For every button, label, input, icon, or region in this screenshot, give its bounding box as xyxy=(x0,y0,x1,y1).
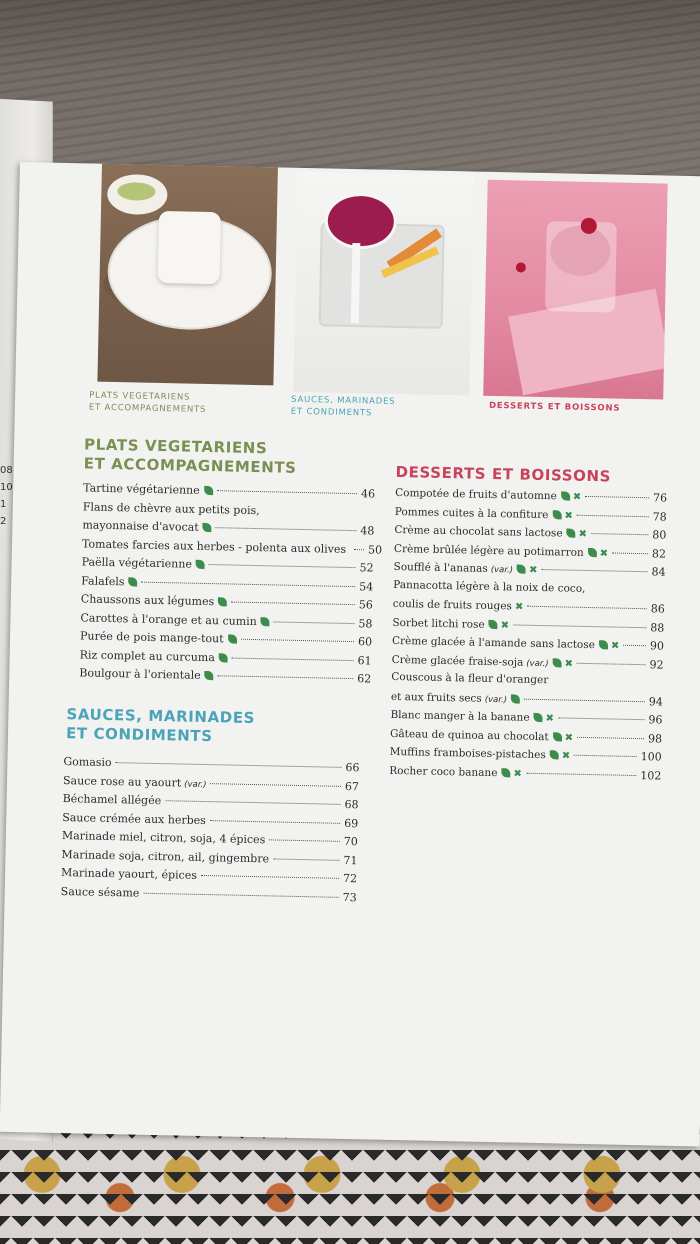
dot-leader xyxy=(232,657,354,661)
dot-leader xyxy=(591,533,648,535)
dot-leader xyxy=(273,858,339,860)
recipe-name: Blanc manger à la banane xyxy=(390,708,530,724)
dot-leader xyxy=(354,549,364,550)
page-number: 73 xyxy=(342,890,357,904)
sauces-recipe-list xyxy=(60,755,359,909)
recipe-name: Sauce rose au yaourt xyxy=(62,773,182,790)
page-number: 46 xyxy=(360,487,376,501)
dot-leader xyxy=(577,736,644,738)
cutlery-icon: ✖ xyxy=(564,732,574,744)
dot-leader xyxy=(143,892,338,897)
recipe-name: Crème brûlée légère au potimarron xyxy=(393,542,584,559)
book-page xyxy=(0,162,700,1146)
recipe-name: Purée de pois mange-tout xyxy=(79,629,224,646)
section-title-vegetarian: PLATS VEGETARIENS ET ACCOMPAGNEMENTS xyxy=(83,435,297,477)
page-number: 96 xyxy=(648,713,663,727)
variant-note: (var.) xyxy=(184,779,207,790)
page-number: 72 xyxy=(342,871,358,886)
page-number: 58 xyxy=(358,616,373,630)
page-number: 56 xyxy=(358,598,373,612)
vegetarian-leaf-icon xyxy=(588,547,597,556)
recipe-name: Pannacotta légère à la noix de coco, xyxy=(393,578,586,595)
cutlery-icon: ✖ xyxy=(572,491,582,503)
page-number: 71 xyxy=(343,853,358,867)
page-number: 80 xyxy=(652,528,667,542)
dot-leader xyxy=(165,800,340,805)
variant-note: (var.) xyxy=(526,658,549,669)
recipe-name: Marinade soja, citron, ail, gingembre xyxy=(61,847,270,865)
vegetarian-leaf-icon xyxy=(550,750,559,759)
vegetarian-recipe-list xyxy=(79,481,383,691)
recipe-name: et aux fruits secs xyxy=(390,690,482,705)
page-number: 52 xyxy=(359,561,374,575)
recipe-name: Sauce crémée aux herbes xyxy=(62,810,207,827)
vegetarian-leaf-icon xyxy=(227,634,236,643)
page-number: 54 xyxy=(359,579,374,593)
dot-leader xyxy=(612,552,648,554)
recipe-name: Gâteau de quinoa au chocolat xyxy=(389,727,549,743)
page-number: 70 xyxy=(343,834,358,849)
photo-desserts xyxy=(483,180,667,400)
caption-desserts: DESSERTS ET BOISSONS xyxy=(488,400,621,414)
recipe-name: Marinade miel, citron, soja, 4 épices xyxy=(61,829,266,847)
cutlery-icon: ✖ xyxy=(564,509,573,522)
dot-leader xyxy=(217,490,357,494)
cutlery-icon: ✖ xyxy=(513,767,522,780)
cutlery-icon: ✖ xyxy=(578,528,588,540)
dot-leader xyxy=(211,783,342,787)
vegetarian-leaf-icon xyxy=(552,510,561,519)
page-number: 60 xyxy=(357,635,373,649)
dot-leader xyxy=(216,527,357,531)
variant-note: (var.) xyxy=(490,564,514,576)
page-number: 84 xyxy=(651,565,666,579)
cutlery-icon: ✖ xyxy=(528,564,538,576)
vegetarian-leaf-icon xyxy=(561,491,570,500)
page-number: 90 xyxy=(649,639,665,653)
page-number: 62 xyxy=(357,672,372,686)
vegetarian-leaf-icon xyxy=(261,617,270,626)
page-number: 88 xyxy=(650,620,665,635)
page-number: 66 xyxy=(345,760,360,775)
section-title-desserts: DESSERTS ET BOISSONS xyxy=(395,462,612,486)
page-number: 98 xyxy=(647,731,663,746)
dot-leader xyxy=(558,717,644,720)
recipe-name: Pommes cuites à la confiture xyxy=(394,505,549,521)
page-number: 102 xyxy=(640,768,662,783)
recipe-name: Compotée de fruits d'automne xyxy=(395,486,557,503)
vegetarian-leaf-icon xyxy=(517,565,526,574)
recipe-name: Muffins framboises-pistaches xyxy=(389,745,546,762)
caption-sauces-line1: SAUCES, MARINADES xyxy=(290,394,396,407)
variant-note: (var.) xyxy=(484,694,508,705)
vegetarian-leaf-icon xyxy=(218,597,227,606)
dot-leader xyxy=(201,875,339,879)
dot-leader xyxy=(209,564,356,568)
dot-leader xyxy=(513,624,646,628)
dot-leader xyxy=(210,820,340,824)
vegetarian-leaf-icon xyxy=(489,619,498,628)
page-number: 82 xyxy=(651,546,667,561)
vegetarian-leaf-icon xyxy=(205,671,214,680)
recipe-name: Béchamel allégée xyxy=(62,792,162,808)
recipe-name: Tartine végétarienne xyxy=(83,481,200,497)
dot-leader xyxy=(585,496,649,498)
dot-leader xyxy=(526,772,636,775)
recipe-name: Rocher coco banane xyxy=(389,764,498,779)
dot-leader xyxy=(218,675,354,679)
recipe-name: Paëlla végétarienne xyxy=(81,555,193,571)
recipe-name: Crème glacée à l'amande sans lactose xyxy=(391,634,596,652)
dot-leader xyxy=(524,698,645,702)
vegetarian-leaf-icon xyxy=(203,523,212,532)
recipe-name: Gomasio xyxy=(63,755,112,770)
recipe-name: Chaussons aux légumes xyxy=(80,592,215,609)
caption-vegetarian xyxy=(89,390,269,418)
recipe-name: Flans de chèvre aux petits pois, xyxy=(82,499,260,517)
dot-leader xyxy=(274,621,355,624)
left-page-digits: 08 10 1 2 xyxy=(0,465,13,527)
page-number: 68 xyxy=(344,797,359,812)
page-number: 94 xyxy=(648,694,663,709)
page-number: 100 xyxy=(640,750,662,764)
cutlery-icon: ✖ xyxy=(514,601,524,613)
table-background xyxy=(0,0,700,180)
cutlery-icon: ✖ xyxy=(564,658,574,670)
page-number: 92 xyxy=(649,657,664,672)
page-number: 86 xyxy=(650,602,665,616)
cutlery-icon: ✖ xyxy=(500,619,510,631)
cutlery-icon: ✖ xyxy=(610,640,620,652)
caption-vegetarian-line2: ET ACCOMPAGNEMENTS xyxy=(88,402,207,415)
vegetarian-leaf-icon xyxy=(219,653,228,662)
vegetarian-leaf-icon xyxy=(553,658,562,667)
recipe-name: Crème au chocolat sans lactose xyxy=(394,523,563,540)
desserts-recipe-list xyxy=(389,486,667,788)
caption-vegetarian-line1: PLATS VEGETARIENS xyxy=(89,390,191,403)
vegetarian-leaf-icon xyxy=(128,577,137,586)
vegetarian-leaf-icon xyxy=(204,486,213,495)
fabric-background xyxy=(0,1128,700,1244)
recipe-name: mayonnaise d'avocat xyxy=(82,518,199,534)
recipe-name: Boulgour à l'orientale xyxy=(79,666,201,682)
dot-leader xyxy=(623,645,646,646)
dot-leader xyxy=(141,581,355,586)
dot-leader xyxy=(231,602,355,606)
recipe-name: Couscous à la fleur d'oranger xyxy=(391,670,549,687)
vegetarian-leaf-icon xyxy=(599,640,608,649)
page-number: 48 xyxy=(360,524,375,538)
recipe-name: Sorbet litchi rose xyxy=(392,616,485,631)
dot-leader xyxy=(527,606,647,610)
photo-vegetarian xyxy=(97,164,278,386)
cutlery-icon: ✖ xyxy=(561,750,571,762)
dot-leader xyxy=(574,755,637,757)
vegetarian-leaf-icon xyxy=(553,732,562,741)
vegetarian-leaf-icon xyxy=(534,713,543,722)
photo-sauces xyxy=(293,172,474,396)
recipe-name: Soufflé à l'ananas xyxy=(393,560,488,575)
recipe-name: Tomates farcies aux herbes - polenta aux olives xyxy=(81,536,347,556)
vegetarian-leaf-icon xyxy=(567,529,576,538)
cutlery-icon: ✖ xyxy=(599,547,609,559)
recipe-name: Crème glacée fraise-soja xyxy=(391,653,524,669)
dot-leader xyxy=(269,839,340,841)
vegetarian-leaf-icon xyxy=(511,694,520,703)
recipe-name: Riz complet au curcuma xyxy=(79,647,215,664)
recipe-name: Falafels xyxy=(81,573,125,588)
recipe-name: coulis de fruits rouges xyxy=(392,597,513,613)
caption-sauces xyxy=(291,394,471,422)
page-number: 67 xyxy=(344,779,360,793)
vegetarian-leaf-icon xyxy=(196,560,205,569)
page-number: 50 xyxy=(367,542,383,557)
section-title-sauces: SAUCES, MARINADES ET CONDIMENTS xyxy=(65,705,256,746)
caption-sauces-line2: ET CONDIMENTS xyxy=(290,406,373,419)
page-number: 78 xyxy=(652,509,667,524)
dot-leader xyxy=(577,514,649,517)
dot-leader xyxy=(116,762,342,768)
cutlery-icon: ✖ xyxy=(545,713,555,725)
recipe-name: Carottes à l'orange et au cumin xyxy=(80,610,257,628)
dot-leader xyxy=(577,662,646,664)
page-number: 76 xyxy=(652,491,668,505)
recipe-name: Marinade yaourt, épices xyxy=(60,866,198,882)
page-number: 61 xyxy=(357,653,372,667)
page-number: 69 xyxy=(344,816,359,830)
dot-leader xyxy=(241,639,354,642)
dot-leader xyxy=(541,569,647,572)
recipe-name: Sauce sésame xyxy=(60,884,140,900)
vegetarian-leaf-icon xyxy=(501,768,510,777)
